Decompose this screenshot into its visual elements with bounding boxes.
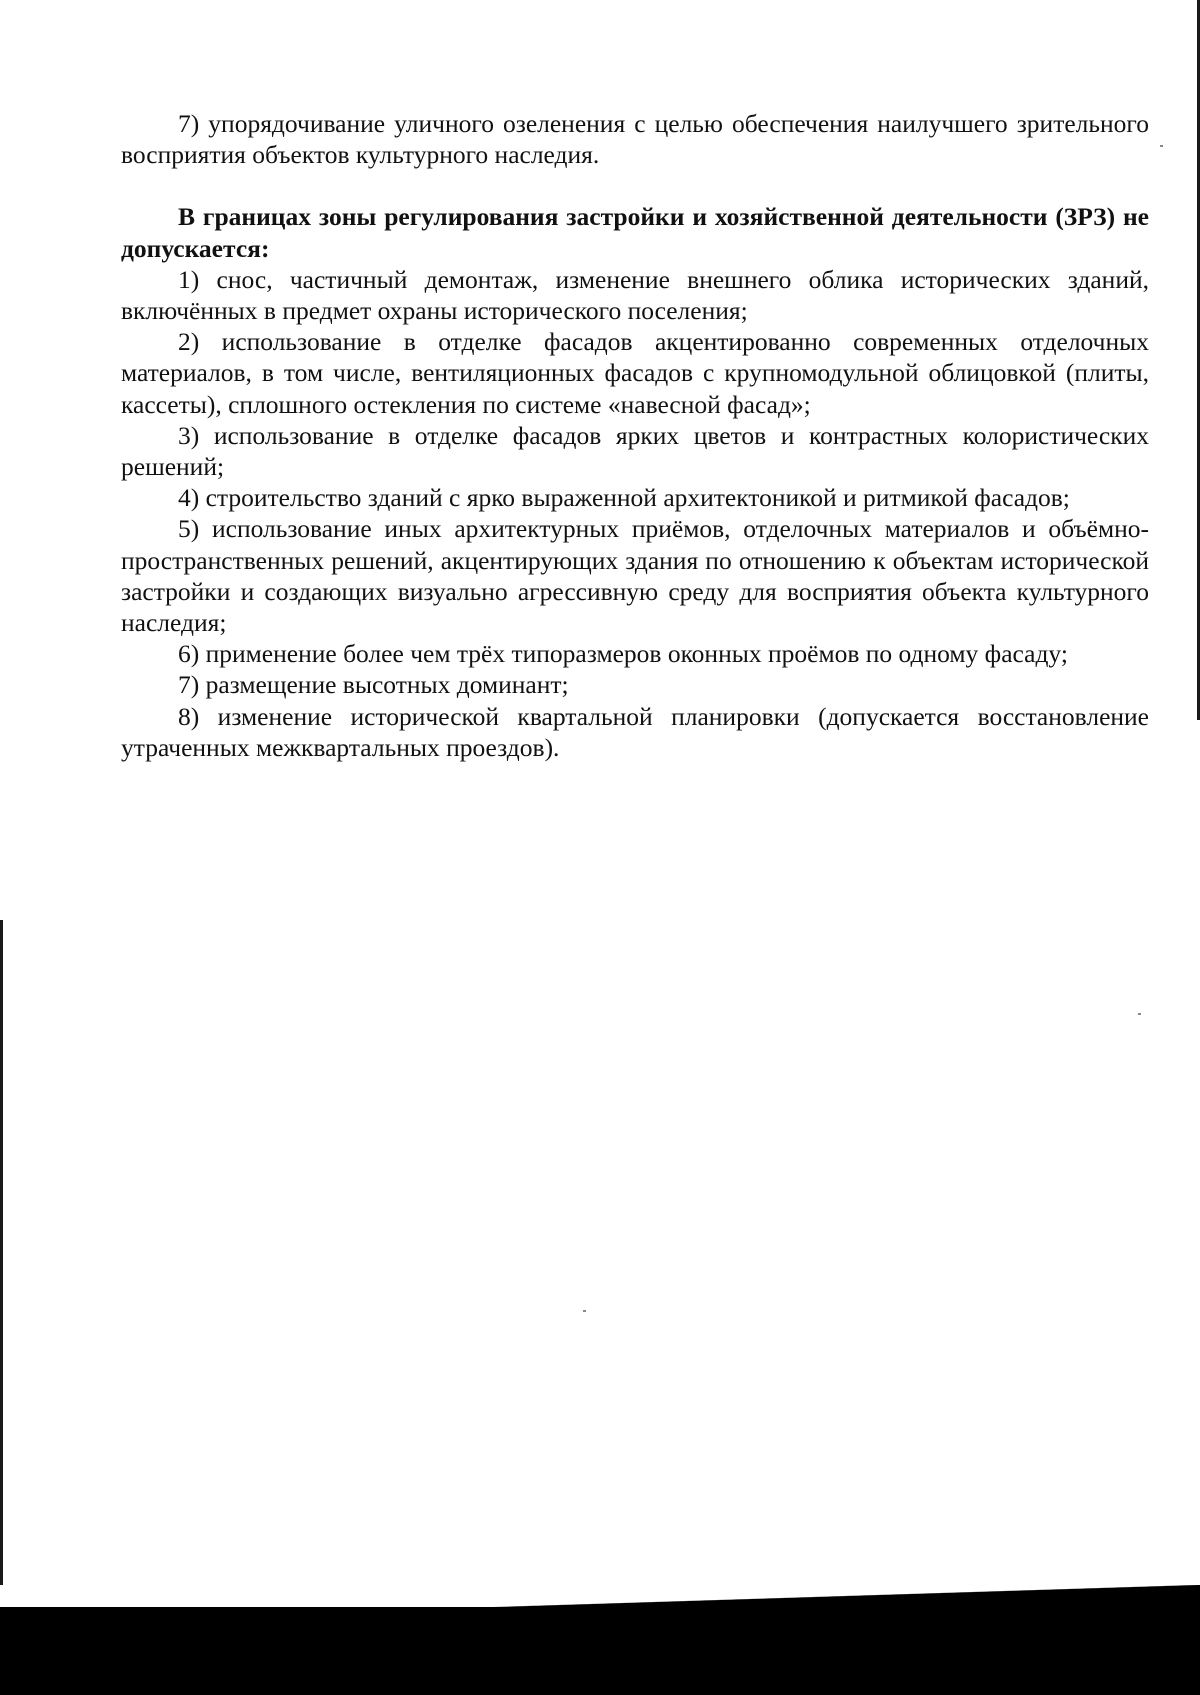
section-heading: В границах зоны регулирования застройки и хозяйственной деятельности (ЗРЗ) не допускается: — [121, 202, 1149, 263]
list-item-5: 5) использование иных архитектурных приёмов, отделочных материалов и объёмно- пространственных решений, акцентирующих здания по отношению к объектам исторической застройки и создающих визуально агрессивную среду для восприятия объекта культурного наследия; — [121, 514, 1149, 638]
list-item-2: 2) использование в отделке фасадов акцентированно современных отделочных материалов, в том числе, вентиляционных фасадов с крупномодульной облицовкой (плиты, кассеты), сплошного остекления по системе «навесной фасад»; — [121, 327, 1149, 419]
scan-edge-left — [0, 920, 3, 1620]
list-item-6: 6) применение более чем трёх типоразмеров оконных проёмов по одному фасаду; — [178, 639, 1068, 669]
paragraph-gap — [121, 170, 1149, 201]
list-item-3: 3) использование в отделке фасадов ярких цветов и контрастных колористических решений; — [121, 420, 1149, 482]
list-item-7: 7) размещение высотных доминант; — [178, 670, 569, 700]
intro-item: 7) упорядочивание уличного озеленения с целью обеспечения наилучшего зрительного восприятия объектов культурного наследия. — [121, 109, 1149, 170]
scan-speck — [1138, 1013, 1141, 1015]
list-item-4: 4) строительство зданий с ярко выраженной архитектоникой и ритмикой фасадов; — [178, 483, 1070, 513]
scan-speck — [583, 1310, 586, 1312]
document-body — [121, 108, 1149, 763]
list-item-1: 1) снос, частичный демонтаж, изменение внешнего облика исторических зданий, включённых в предмет охраны исторического поселения; — [121, 264, 1149, 326]
list-item-8: 8) изменение исторической квартальной планировки (допускается восстановление утраченных межквартальных проездов). — [121, 701, 1149, 762]
scan-speck — [1160, 145, 1163, 147]
scan-shadow-band — [0, 1607, 1200, 1695]
